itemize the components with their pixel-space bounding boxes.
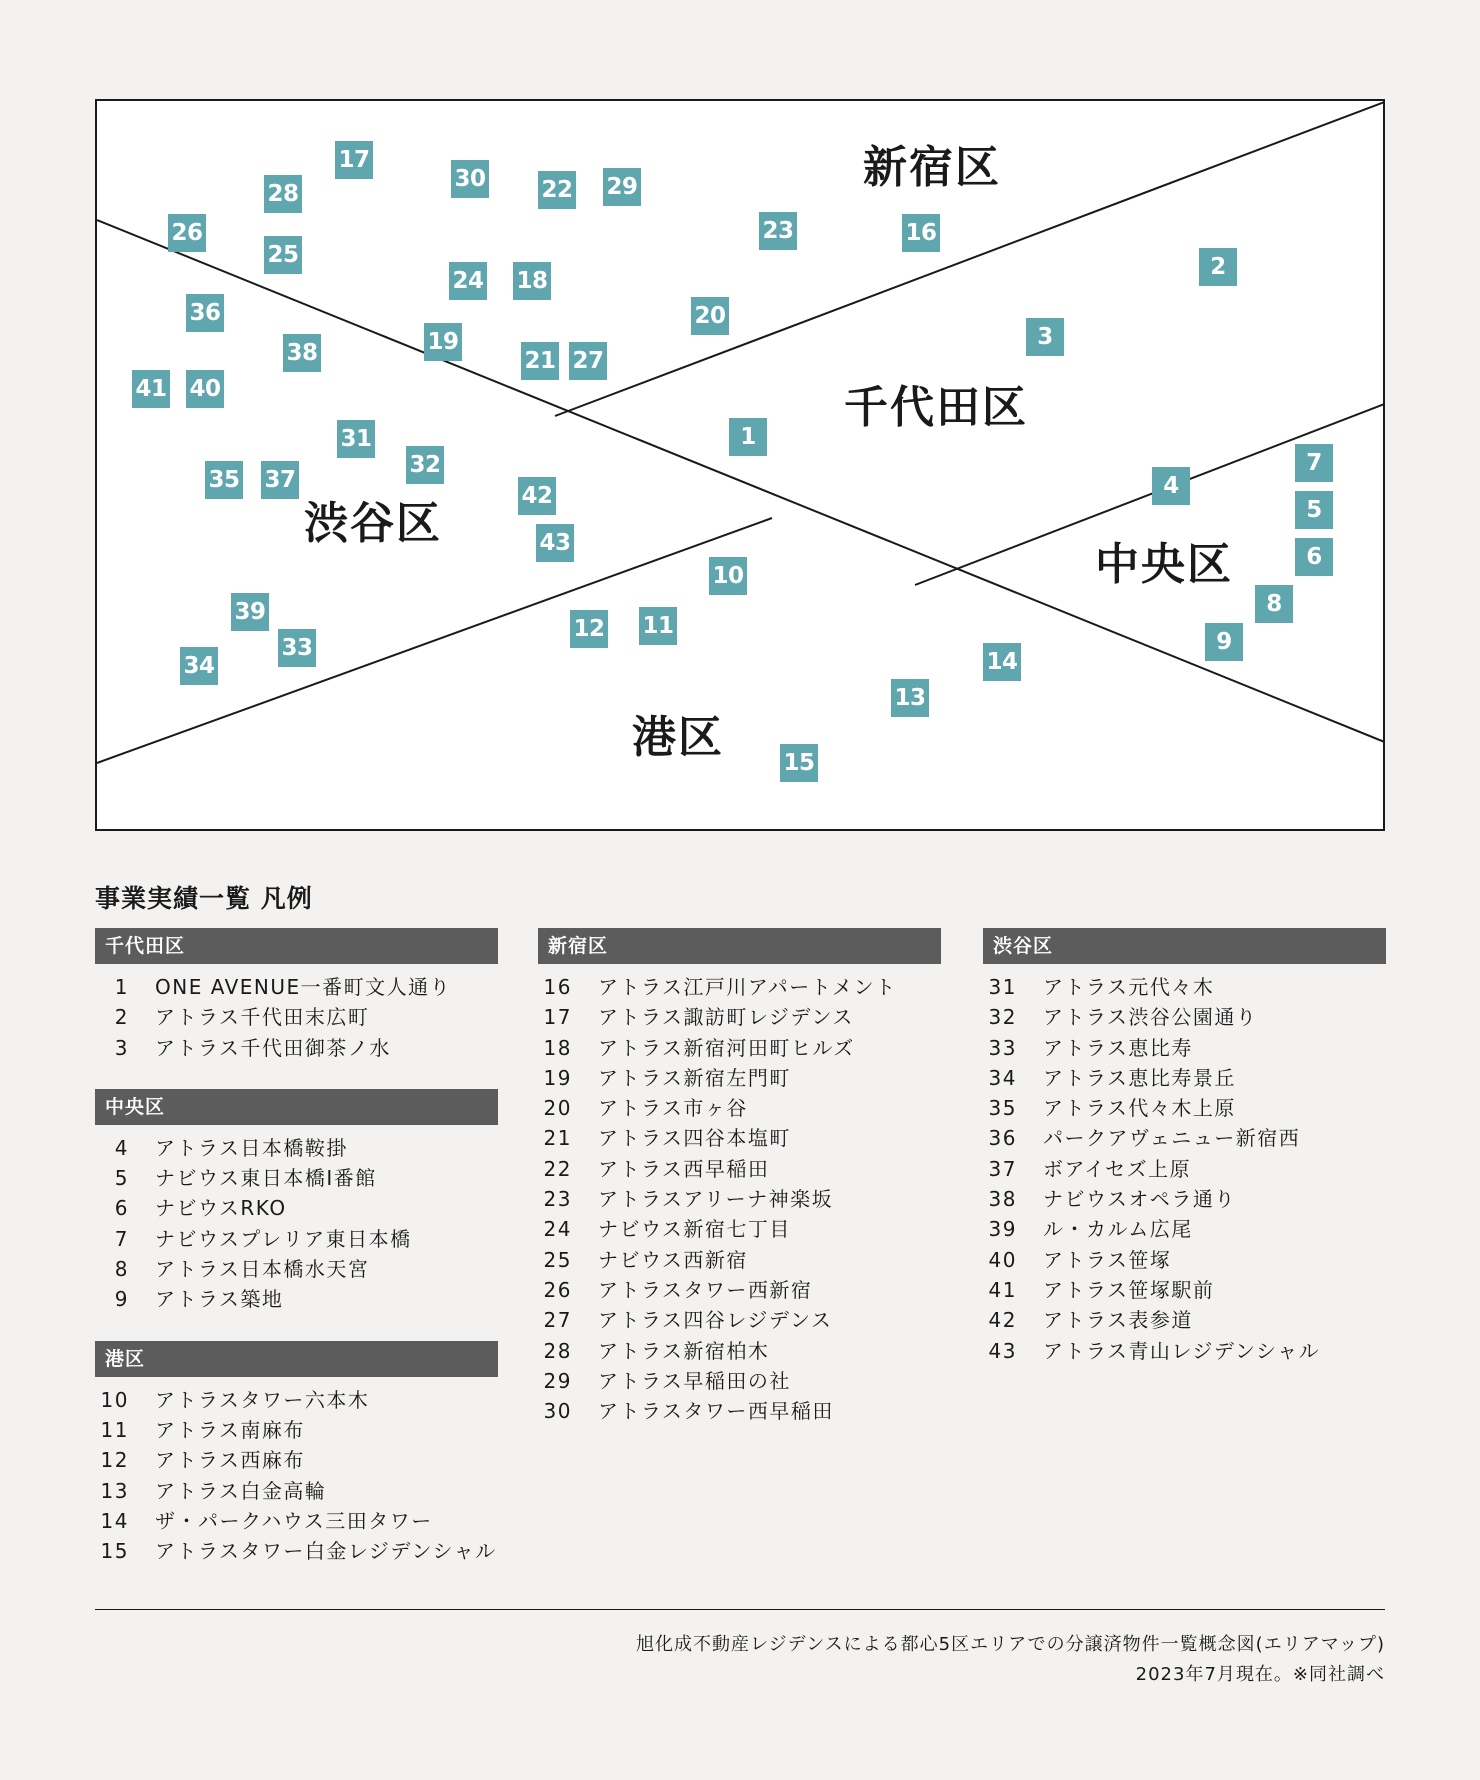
legend-column [95,928,498,1592]
legend-item-number: 34 [988,1065,1017,1090]
legend-item [538,1154,941,1184]
legend-item-number: 31 [988,975,1017,999]
ward-label-minato: 港区 [632,712,724,763]
legend-item [95,1385,498,1415]
legend-item-number: 16 [543,975,572,999]
legend-item-number: 5 [114,1166,129,1191]
legend-item-number: 4 [114,1135,129,1160]
map-marker: 21 [521,342,559,380]
legend-column [983,928,1386,1392]
map-marker: 32 [406,446,444,484]
legend-item-number: 13 [100,1478,129,1503]
legend-item-name: アトラス新宿柏木 [598,1338,770,1363]
legend-item [983,1123,1386,1153]
legend-item-number: 12 [100,1448,129,1473]
map-marker: 19 [424,323,462,361]
footer-note-date: 2023年7月現在。※同社調べ [1135,1664,1385,1685]
legend-item-number: 7 [114,1226,129,1251]
legend-item-name: アトラス西麻布 [155,1448,305,1473]
map-marker: 25 [264,236,302,274]
legend-item-number: 6 [114,1196,129,1221]
ward-label-chiyoda: 千代田区 [844,382,1028,433]
legend-item [95,1476,498,1506]
map-marker: 35 [205,461,243,499]
area-map [95,99,1385,831]
legend-item-name: アトラス恵比寿 [1043,1035,1193,1060]
map-marker: 22 [538,171,576,209]
legend-item-name: アトラスタワー白金レジデンシャル [155,1539,497,1564]
map-marker: 10 [709,557,747,595]
legend-item [983,1245,1386,1275]
map-marker: 40 [186,370,224,408]
map-marker: 4 [1152,467,1190,505]
legend-item [983,1184,1386,1214]
map-marker: 3 [1026,318,1064,356]
legend-item-number: 8 [114,1257,129,1282]
legend-item-number: 28 [543,1338,572,1363]
map-marker: 26 [168,214,206,252]
legend-item-number: 9 [114,1287,129,1312]
map-marker: 6 [1295,538,1333,576]
legend-group-header: 新宿区 [538,928,941,964]
legend-item-name: アトラス元代々木 [1043,975,1215,999]
legend-item [95,972,498,1002]
legend-item-number: 23 [543,1187,572,1212]
map-marker: 12 [570,610,608,648]
map-marker: 28 [264,175,302,213]
map-marker: 27 [569,342,607,380]
legend-item-name: アトラス新宿左門町 [598,1065,791,1090]
legend-item-name: アトラス四谷レジデンス [598,1308,833,1333]
legend-group-chuo [95,1089,498,1315]
legend-item-number: 20 [543,1096,572,1121]
legend-item [983,1154,1386,1184]
legend-group-chiyoda [95,928,498,1063]
legend-item [983,1336,1386,1366]
legend-item [95,1133,498,1163]
legend-item [983,1002,1386,1032]
legend-item-number: 39 [988,1217,1017,1242]
ward-label-shinjuku: 新宿区 [863,142,1001,193]
map-marker: 39 [231,593,269,631]
legend-item [95,1002,498,1032]
legend-item-name: アトラス市ヶ谷 [598,1096,748,1121]
legend-item-number: 42 [988,1308,1017,1333]
legend-item [95,1445,498,1475]
map-marker: 14 [983,643,1021,681]
legend-item-name: ナビウス西新宿 [598,1247,748,1272]
legend-item-name: ザ・パークハウス三田タワー [155,1508,433,1533]
legend-item [95,1254,498,1284]
legend-item-number: 43 [988,1338,1017,1363]
legend-title: 事業実績一覧 凡例 [95,884,313,913]
legend-item-name: アトラス江戸川アパートメント [598,975,897,999]
legend-item-number: 10 [100,1387,129,1412]
legend-item-number: 18 [543,1035,572,1060]
legend-item [95,1224,498,1254]
legend-item-name: アトラス築地 [155,1287,284,1312]
map-marker: 34 [180,647,218,685]
footer-note-description: 旭化成不動産レジデンスによる都心5区エリアでの分譲済物件一覧概念図(エリアマップ) [636,1634,1385,1655]
footer-divider [95,1609,1385,1610]
legend-item-name: アトラス恵比寿景丘 [1043,1065,1236,1090]
legend-item-number: 15 [100,1539,129,1564]
legend-item [538,1214,941,1244]
legend-group-header: 中央区 [95,1089,498,1125]
legend-item [538,1396,941,1426]
map-marker: 11 [639,607,677,645]
legend-item [95,1415,498,1445]
map-marker: 18 [513,262,551,300]
map-marker: 42 [518,477,556,515]
map-marker: 7 [1295,444,1333,482]
legend-item-name: アトラス早稲田の社 [598,1368,791,1393]
map-marker: 20 [691,297,729,335]
legend-item-name: アトラスアリーナ神楽坂 [598,1187,834,1212]
legend-item [95,1536,498,1566]
legend-item [95,1284,498,1314]
legend-item [983,1214,1386,1244]
map-marker: 13 [891,679,929,717]
legend-item-name: ナビウス東日本橋Ⅰ番館 [155,1166,377,1191]
legend-item-name: アトラスタワー西新宿 [598,1277,813,1302]
legend-item-number: 26 [543,1277,572,1302]
legend-item-number: 1 [114,975,129,999]
map-marker: 38 [283,334,321,372]
legend-group-minato [95,1341,498,1567]
legend-column [538,928,941,1452]
legend-item [538,1245,941,1275]
legend-item-name: ナビウスオペラ通り [1043,1187,1236,1212]
legend-item [538,972,941,1002]
map-marker: 30 [451,160,489,198]
legend-item-number: 30 [543,1399,572,1424]
map-marker: 9 [1205,623,1243,661]
map-marker: 33 [278,629,316,667]
map-marker: 43 [536,524,574,562]
legend-item-number: 19 [543,1065,572,1090]
legend-item [983,1305,1386,1335]
map-marker: 41 [132,370,170,408]
legend-item-name: アトラス青山レジデンシャル [1043,1338,1321,1363]
legend-group-header: 渋谷区 [983,928,1386,964]
legend-item-name: アトラス千代田御茶ノ水 [155,1035,391,1060]
ward-label-shibuya: 渋谷区 [304,498,442,549]
legend-item-name: ル・カルム広尾 [1043,1217,1193,1242]
legend-item-name: アトラス日本橋鞍掛 [155,1135,348,1160]
legend-item-name: パークアヴェニュー新宿西 [1043,1126,1301,1151]
legend-item-name: ナビウスRKO [155,1196,287,1221]
map-marker: 36 [186,294,224,332]
legend-item [983,972,1386,1002]
legend-item-name: アトラス表参道 [1043,1308,1193,1333]
legend-item-number: 32 [988,1005,1017,1030]
legend-item-name: アトラスタワー西早稲田 [598,1399,834,1424]
legend-item [95,1033,498,1063]
legend-group-shibuya [983,928,1386,1366]
legend-item-name: ONE AVENUE一番町文人通り [155,975,452,999]
legend-item [95,1506,498,1536]
map-marker: 1 [729,418,767,456]
legend-item [983,1033,1386,1063]
legend-item [538,1366,941,1396]
ward-label-chuo: 中央区 [1095,539,1233,590]
legend-item [983,1063,1386,1093]
legend-item-number: 11 [100,1417,129,1442]
map-marker: 8 [1255,585,1293,623]
map-marker: 31 [337,420,375,458]
legend-group-shinjuku [538,928,941,1426]
legend-item [538,1275,941,1305]
legend-item-number: 36 [988,1126,1017,1151]
legend-item-number: 3 [114,1035,129,1060]
map-marker: 15 [780,744,818,782]
legend-item-number: 40 [988,1247,1017,1272]
legend-item-name: ボアイセズ上原 [1043,1156,1192,1181]
legend-group-header: 港区 [95,1341,498,1377]
map-marker: 5 [1295,491,1333,529]
map-marker: 2 [1199,248,1237,286]
legend-item [538,1305,941,1335]
legend-item-name: アトラス四谷本塩町 [598,1126,791,1151]
legend-item-number: 2 [114,1005,129,1030]
legend-item-name: アトラス笹塚 [1043,1247,1172,1272]
legend-item-number: 38 [988,1187,1017,1212]
map-marker: 17 [335,141,373,179]
legend-item-name: ナビウスプレリア東日本橋 [155,1226,412,1251]
legend-item [538,1093,941,1123]
legend-item-name: アトラス白金高輪 [155,1478,327,1503]
legend-item [95,1193,498,1223]
map-marker: 29 [603,168,641,206]
legend-item [983,1093,1386,1123]
legend-item [538,1002,941,1032]
legend-item-name: アトラス南麻布 [155,1417,305,1442]
legend-item [538,1033,941,1063]
legend-item-name: アトラス諏訪町レジデンス [598,1005,854,1030]
legend-item-number: 25 [543,1247,572,1272]
legend-item-name: アトラス新宿河田町ヒルズ [598,1035,855,1060]
legend-item-number: 35 [988,1096,1017,1121]
legend-item-number: 17 [543,1005,572,1030]
legend-item-number: 22 [543,1156,572,1181]
legend-item-name: アトラスタワー六本木 [155,1387,370,1412]
legend-item [983,1275,1386,1305]
map-marker: 24 [449,262,487,300]
legend-item-number: 24 [543,1217,572,1242]
legend-group-header: 千代田区 [95,928,498,964]
legend-item-name: アトラス千代田末広町 [155,1005,370,1030]
legend-item [538,1123,941,1153]
legend-item-number: 33 [988,1035,1017,1060]
legend-item-name: アトラス代々木上原 [1043,1096,1236,1121]
legend-item-number: 37 [988,1156,1017,1181]
legend-item-name: アトラス日本橋水天宮 [155,1257,370,1282]
legend-item-name: アトラス笹塚駅前 [1043,1277,1215,1302]
legend-item-number: 29 [543,1368,572,1393]
legend-item [538,1063,941,1093]
legend-item-name: ナビウス新宿七丁目 [598,1217,791,1242]
legend-item [538,1184,941,1214]
legend-item-name: アトラス西早稲田 [598,1156,770,1181]
legend-item-name: アトラス渋谷公園通り [1043,1005,1258,1030]
map-marker: 23 [759,212,797,250]
legend-item-number: 21 [543,1126,572,1151]
legend-item-number: 41 [988,1277,1017,1302]
map-marker: 37 [261,461,299,499]
legend-item [95,1163,498,1193]
map-marker: 16 [902,214,940,252]
legend-item-number: 14 [100,1508,129,1533]
legend-item-number: 27 [543,1308,572,1333]
legend-item [538,1336,941,1366]
